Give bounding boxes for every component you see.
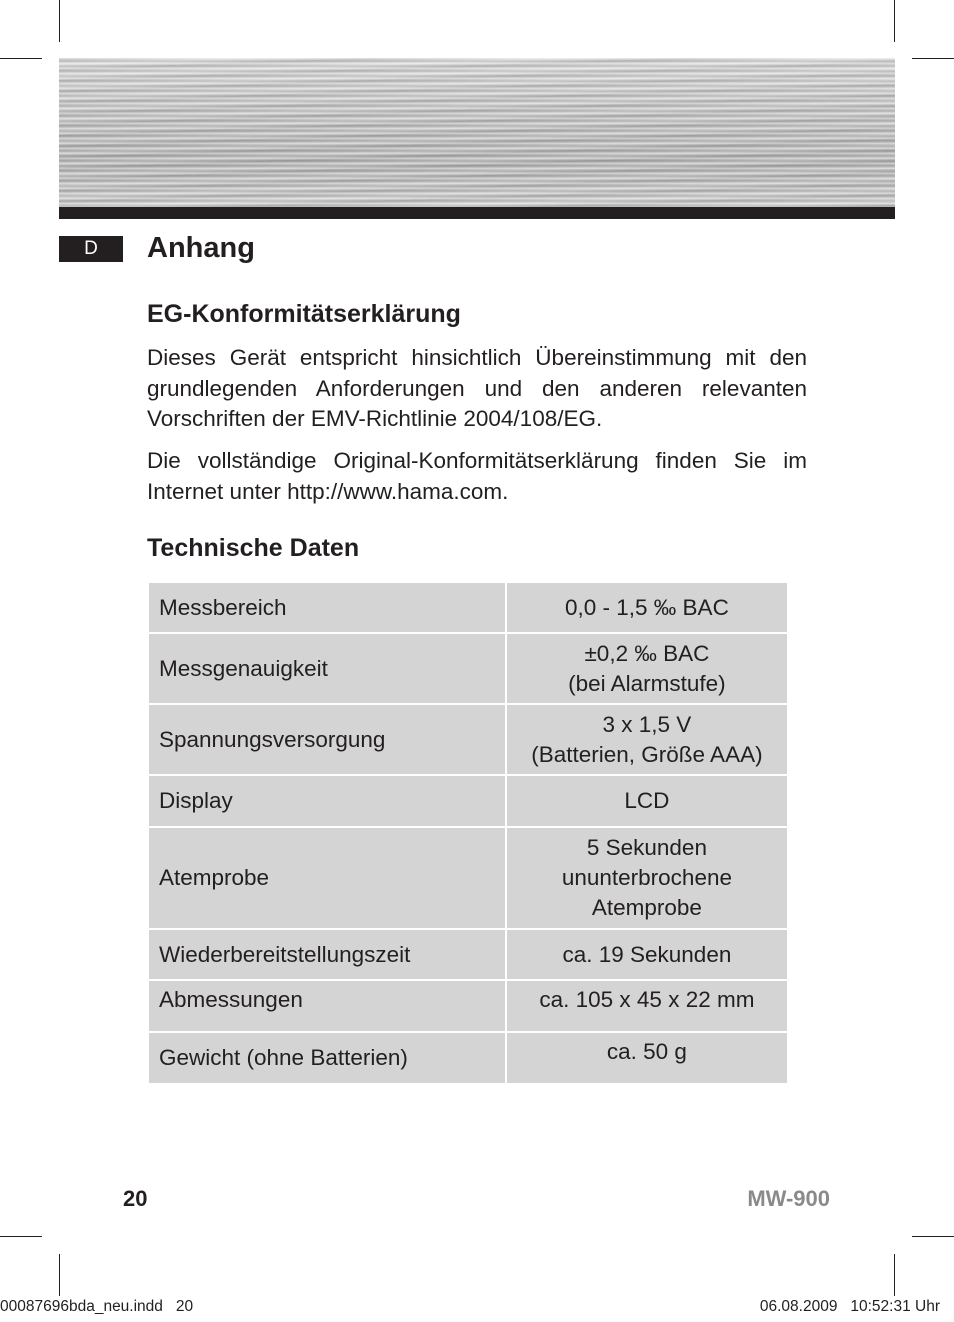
spec-value: ca. 105 x 45 x 22 mm	[507, 981, 787, 1031]
spec-value-line: Atemprobe	[591, 895, 702, 920]
spec-value-line: (Batterien, Größe AAA)	[531, 741, 763, 767]
language-tag: D	[59, 236, 123, 262]
spec-value: 0,0 - 1,5 ‰ BAC	[507, 583, 787, 632]
crop-mark-bottom-left-v	[59, 1254, 60, 1296]
page-number: 20	[123, 1186, 148, 1211]
table-row	[149, 634, 787, 703]
table-row	[149, 930, 787, 979]
table-row	[149, 828, 787, 928]
crop-mark-top-right-h	[912, 58, 954, 59]
specs-table	[147, 581, 789, 1085]
spec-label: Messbereich	[149, 583, 505, 632]
crop-mark-bottom-left-h	[0, 1236, 42, 1237]
conformity-paragraph-1: Dieses Gerät entspricht hinsichtlich Übereinstimmung mit den grundlegenden Anforderungen und den anderen relevanten Vorschriften der EMV-Richtlinie 2004/108/EG.	[147, 345, 807, 431]
spec-value: ca. 19 Sekunden	[507, 930, 787, 979]
spec-value: LCD	[507, 776, 787, 826]
page-title: Anhang	[147, 232, 255, 264]
crop-mark-bottom-right-h	[912, 1236, 954, 1237]
table-row	[149, 1033, 787, 1083]
crop-mark-top-right-v	[894, 0, 895, 42]
model-name: MW-900	[747, 1186, 830, 1211]
spec-value-line: 5 Sekunden	[586, 835, 707, 860]
conformity-paragraph-2: Die vollständige Original-Konformitätserklärung finden Sie im Internet unter http://www.hama.com.	[147, 448, 807, 504]
table-row	[149, 583, 787, 632]
crop-mark-top-left-v	[59, 0, 60, 42]
spec-value	[507, 828, 787, 928]
spec-label: Messgenauigkeit	[149, 634, 505, 703]
spec-value-line: ununterbrochene	[561, 865, 732, 890]
banner-bar	[59, 207, 895, 219]
spec-value	[507, 634, 787, 703]
spec-label: Gewicht (ohne Batterien)	[149, 1033, 505, 1083]
spec-value	[507, 705, 787, 774]
spec-label: Atemprobe	[149, 828, 505, 928]
brushed-metal-banner	[59, 58, 895, 207]
slug-file-info: 00087696bda_neu.indd 20	[0, 1298, 194, 1315]
spec-value-line: ±0,2 ‰ BAC	[584, 640, 710, 666]
spec-value-line: 3 x 1,5 V	[602, 711, 692, 737]
spec-label: Wiederbereitstellungszeit	[149, 930, 505, 979]
spec-label: Abmessungen	[149, 981, 505, 1031]
spec-value: ca. 50 g	[507, 1033, 787, 1083]
slug-datetime: 06.08.2009 10:52:31 Uhr	[759, 1298, 940, 1315]
spec-label: Display	[149, 776, 505, 826]
specs-heading: Technische Daten	[147, 534, 360, 562]
conformity-heading: EG-Konformitätserklärung	[147, 300, 461, 328]
table-row	[149, 776, 787, 826]
table-row	[149, 981, 787, 1031]
spec-label: Spannungsversorgung	[149, 705, 505, 774]
crop-mark-top-left-h	[0, 58, 42, 59]
crop-mark-bottom-right-v	[894, 1254, 895, 1296]
spec-value-line: (bei Alarmstufe)	[568, 670, 726, 696]
table-row	[149, 705, 787, 774]
